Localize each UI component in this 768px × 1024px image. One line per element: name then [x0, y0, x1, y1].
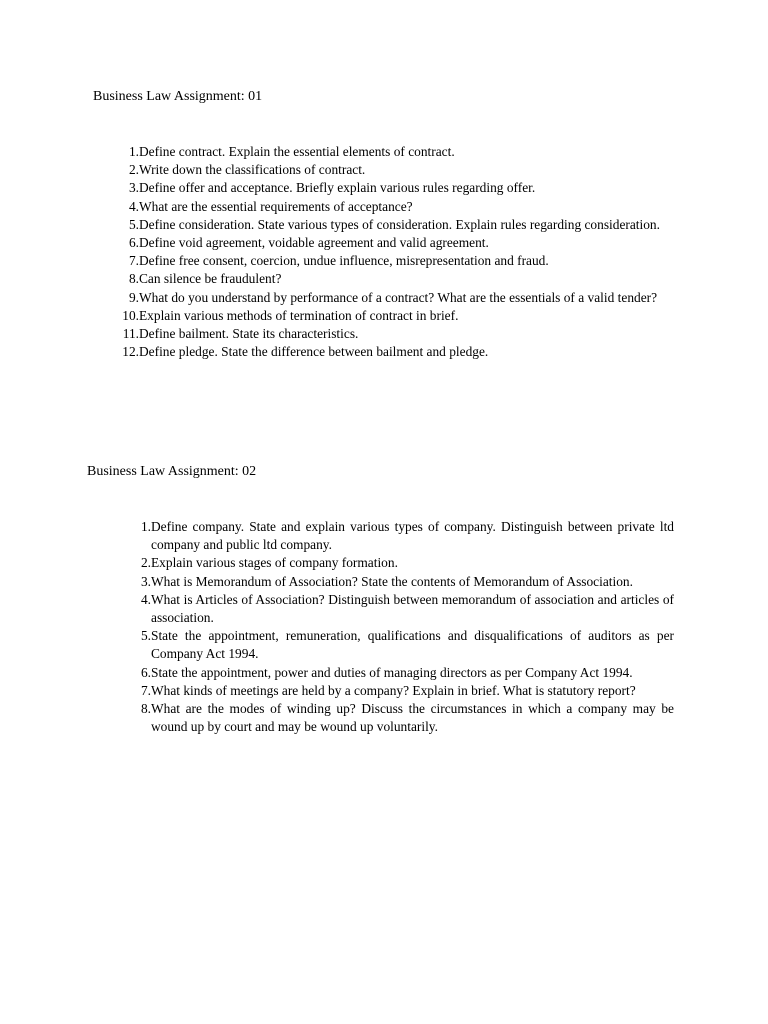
question-text: Define pledge. State the difference between bailment and pledge.	[139, 344, 489, 360]
question-text: What is Articles of Association? Distinguish between memorandum of association and articles of association.	[151, 591, 674, 626]
question-text: Define offer and acceptance. Briefly explain various rules regarding offer.	[139, 180, 536, 196]
question-item	[114, 161, 674, 179]
question-number: 7.	[128, 253, 139, 269]
question-text: Define bailment. State its characteristics.	[139, 326, 359, 342]
question-item	[114, 216, 674, 234]
question-text: Explain various stages of company formation.	[151, 555, 398, 571]
question-number: 3.	[128, 180, 139, 196]
question-text: Define void agreement, voidable agreement and valid agreement.	[139, 235, 489, 251]
question-text: Define company. State and explain various types of company. Distinguish between private ltd company and public ltd company.	[151, 519, 674, 553]
question-number: 6.	[140, 664, 151, 680]
question-number: 1.	[140, 519, 151, 534]
question-item	[114, 325, 674, 343]
question-number: 4.	[128, 198, 139, 214]
question-text: Define contract. Explain the essential elements of contract.	[139, 144, 455, 159]
question-item	[126, 554, 674, 572]
question-item	[114, 270, 674, 288]
question-text: What kinds of meetings are held by a company? Explain in brief. What is statutory report?	[151, 682, 636, 698]
question-item	[114, 343, 674, 361]
question-number: 1.	[128, 144, 139, 159]
question-number: 6.	[128, 235, 139, 251]
question-item	[126, 518, 674, 554]
question-item	[114, 289, 674, 307]
question-text: Explain various methods of termination of contract in brief.	[139, 307, 459, 323]
question-item	[114, 143, 674, 161]
question-number: 10.	[122, 307, 139, 323]
question-text: What do you understand by performance of a contract? What are the essentials of a valid tender?	[139, 289, 658, 305]
question-number: 9.	[128, 289, 139, 305]
assignment-1-question-list	[114, 143, 674, 361]
assignment-2-question-list	[126, 518, 674, 736]
question-item	[126, 591, 674, 627]
question-item	[126, 573, 674, 591]
question-item	[126, 627, 674, 663]
question-item	[126, 664, 674, 682]
question-number: 5.	[140, 628, 151, 644]
question-number: 11.	[122, 326, 139, 342]
question-text: Define free consent, coercion, undue influence, misrepresentation and fraud.	[139, 253, 549, 269]
question-number: 7.	[140, 682, 151, 698]
question-text: What is Memorandum of Association? State the contents of Memorandum of Association.	[151, 573, 633, 589]
question-number: 4.	[140, 591, 151, 607]
question-text: What are the modes of winding up? Discuss the circumstances in which a company may be wound up by court and may be wound up voluntarily.	[151, 701, 674, 735]
question-item	[114, 307, 674, 325]
question-number: 8.	[140, 701, 151, 717]
assignment-1-title: Business Law Assignment: 01	[93, 89, 263, 104]
question-number: 5.	[128, 216, 139, 232]
question-text: What are the essential requirements of acceptance?	[139, 198, 413, 214]
question-item	[126, 682, 674, 700]
question-number: 3.	[140, 573, 151, 589]
question-number: 8.	[128, 271, 139, 287]
question-item	[114, 179, 674, 197]
question-text: Can silence be fraudulent?	[139, 271, 282, 287]
question-number: 2.	[128, 162, 139, 178]
question-number: 12.	[122, 344, 139, 360]
question-text: Define consideration. State various types of consideration. Explain rules regarding consideration.	[139, 216, 660, 232]
question-number: 2.	[140, 555, 151, 571]
question-item	[114, 198, 674, 216]
question-item	[114, 234, 674, 252]
question-text: State the appointment, remuneration, qualifications and disqualifications of auditors as per Company Act 1994.	[151, 628, 674, 662]
question-text: State the appointment, power and duties of managing directors as per Company Act 1994.	[151, 664, 633, 680]
question-text: Write down the classifications of contract.	[139, 162, 366, 178]
assignment-2-title: Business Law Assignment: 02	[87, 464, 257, 479]
question-item	[114, 252, 674, 270]
question-item	[126, 700, 674, 736]
